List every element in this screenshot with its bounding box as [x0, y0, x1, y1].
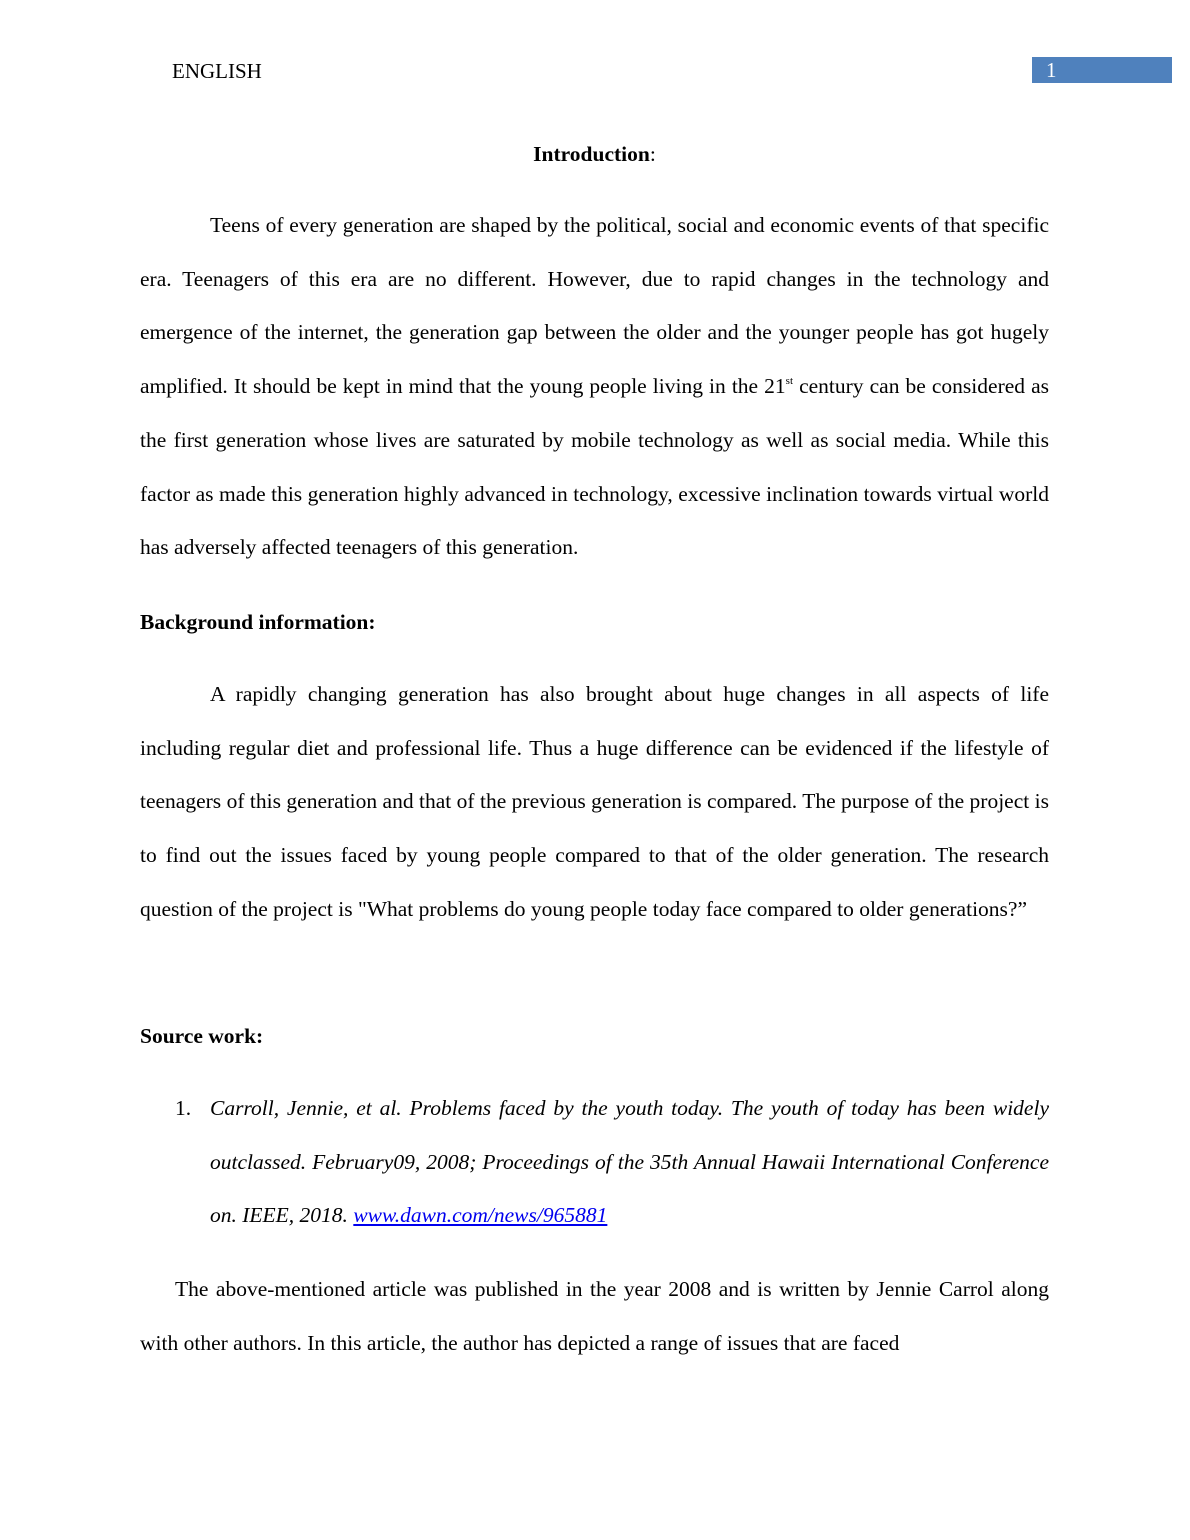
source-work-heading: Source work: [140, 1024, 264, 1048]
introduction-paragraph-part2: century can be considered as the first generation whose lives are saturated by mobile technology as well as social media. While this factor as made this generation highly advanced in technology, excessive inclination towards virtual world has adversely affected teenagers of this generation. [140, 374, 1049, 560]
reference-citation [210, 1082, 1049, 1243]
introduction-paragraph-part1: Teens of every generation are shaped by the political, social and economic events of that specific era. Teenagers of this era are no different. However, due to rapid changes in the technology and emergence of the internet, the generation gap between the older and the younger people has got hugely amplified. It should be kept in mind that the young people living in the 21 [140, 213, 1049, 399]
background-paragraph: A rapidly changing generation has also brought about huge changes in all aspects of life including regular diet and professional life. Thus a huge difference can be evidenced if the lifestyle of teenagers of this generation and that of the previous generation is compared. The purpose of the project is to find out the issues faced by young people compared to that of the older generation. The research question of the project is "What problems do young people today face compared to older generations?” [140, 682, 1049, 921]
ordinal-superscript: st [785, 375, 794, 388]
introduction-heading [140, 139, 1049, 169]
reference-citation-text: Carroll, Jennie, et al. Problems faced by the youth today. The youth of today has been widely outclassed. February09, 2008; Proceedings of the 35th Annual Hawaii International Conference on. IEEE, 2018. [210, 1096, 1049, 1228]
introduction-paragraph [140, 199, 1049, 575]
page-number-badge: 1 [1032, 57, 1172, 83]
running-head: ENGLISH [172, 59, 262, 83]
reference-number: 1. [175, 1096, 192, 1120]
reference-item [140, 1082, 1049, 1243]
introduction-heading-colon: : [649, 142, 656, 166]
background-heading: Background information: [140, 610, 376, 634]
reference-link[interactable]: www.dawn.com/news/965881 [353, 1203, 608, 1228]
discussion-paragraph: The above-mentioned article was published in the year 2008 and is written by Jennie Carrol along with other authors. In this article, the author has depicted a range of issues that are faced [140, 1277, 1049, 1355]
introduction-heading-text: Introduction [533, 142, 650, 166]
reference-list [140, 1082, 1049, 1243]
